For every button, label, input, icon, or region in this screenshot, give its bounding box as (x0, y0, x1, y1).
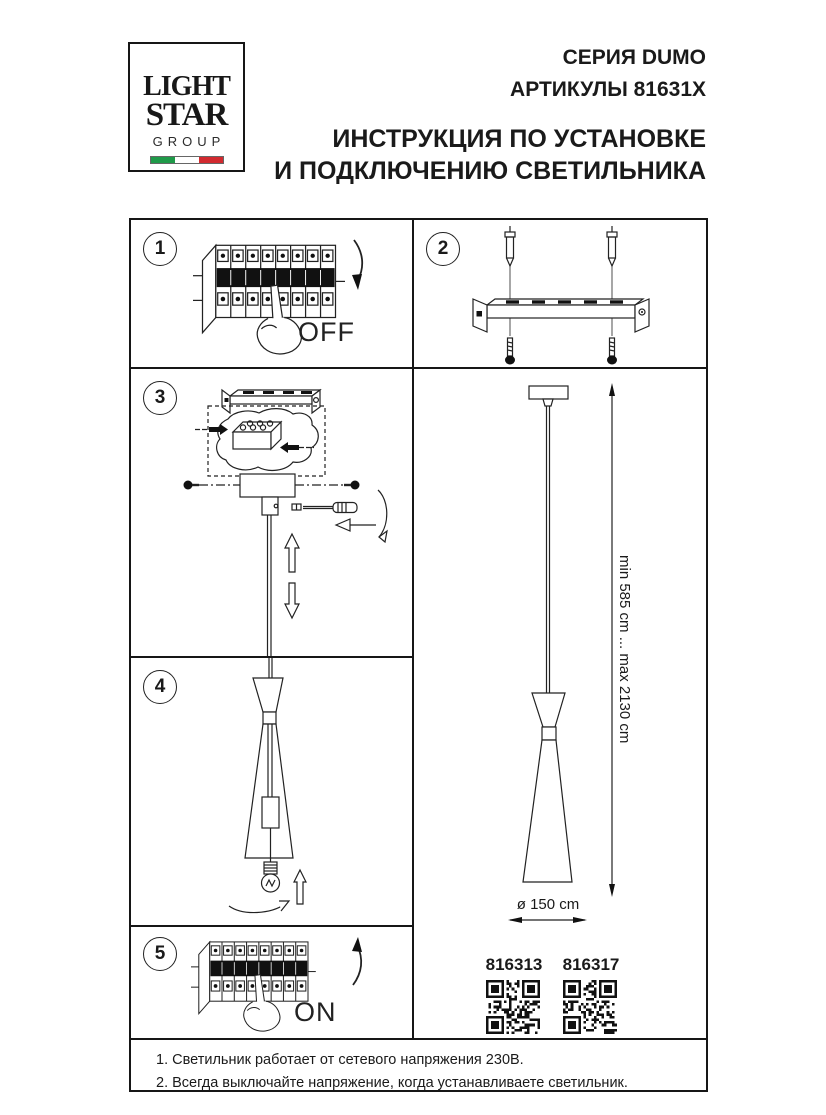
on-label: ON (294, 996, 337, 1027)
step-3-panel (131, 369, 412, 656)
qr-code-816317 (563, 980, 617, 1034)
articles-title: АРТИКУЛЫ 81631X (510, 78, 706, 101)
logo-light-text: LIGHT (143, 71, 230, 102)
step-4-panel (131, 658, 412, 925)
note-1: 1. Светильник работает от сетевого напряжения 230В. (156, 1051, 524, 1068)
instruction-grid (129, 218, 708, 1092)
height-range-label: min 585 cm ... max 2130 cm (616, 554, 633, 743)
step-3-number: 3 (143, 381, 177, 415)
lightstar-logo (128, 42, 245, 172)
article-code-816313: 816313 (485, 954, 543, 974)
step-1-number: 1 (143, 232, 177, 266)
step-2-number: 2 (426, 232, 460, 266)
qr-code-816313 (486, 980, 540, 1034)
document-header (274, 42, 706, 187)
step-2-panel (414, 220, 706, 367)
note-2: 2. Всегда выключайте напряжение, когда устанавливаете светильник. (156, 1074, 628, 1091)
pendant-dimensions-illustration (414, 369, 706, 1038)
logo-group-text: GROUP (152, 134, 226, 149)
series-title: СЕРИЯ DUMO (562, 46, 706, 69)
article-code-816317: 816317 (562, 954, 620, 974)
footer-notes (131, 1040, 706, 1093)
instruction-title-line1: ИНСТРУКЦИЯ ПО УСТАНОВКЕ (332, 125, 706, 153)
step-1-panel (131, 220, 412, 367)
dimensions-panel (414, 369, 706, 1038)
off-label: OFF (298, 317, 355, 347)
wiring-connection-illustration (131, 369, 412, 656)
step-5-panel (131, 927, 412, 1038)
diameter-label: ø 150 cm (516, 895, 580, 913)
italian-flag-bar (150, 156, 224, 164)
instruction-title-line2: И ПОДКЛЮЧЕНИЮ СВЕТИЛЬНИКА (274, 157, 706, 185)
step-4-number: 4 (143, 670, 177, 704)
step-5-number: 5 (143, 937, 177, 971)
logo-star-text: STAR (145, 97, 228, 133)
